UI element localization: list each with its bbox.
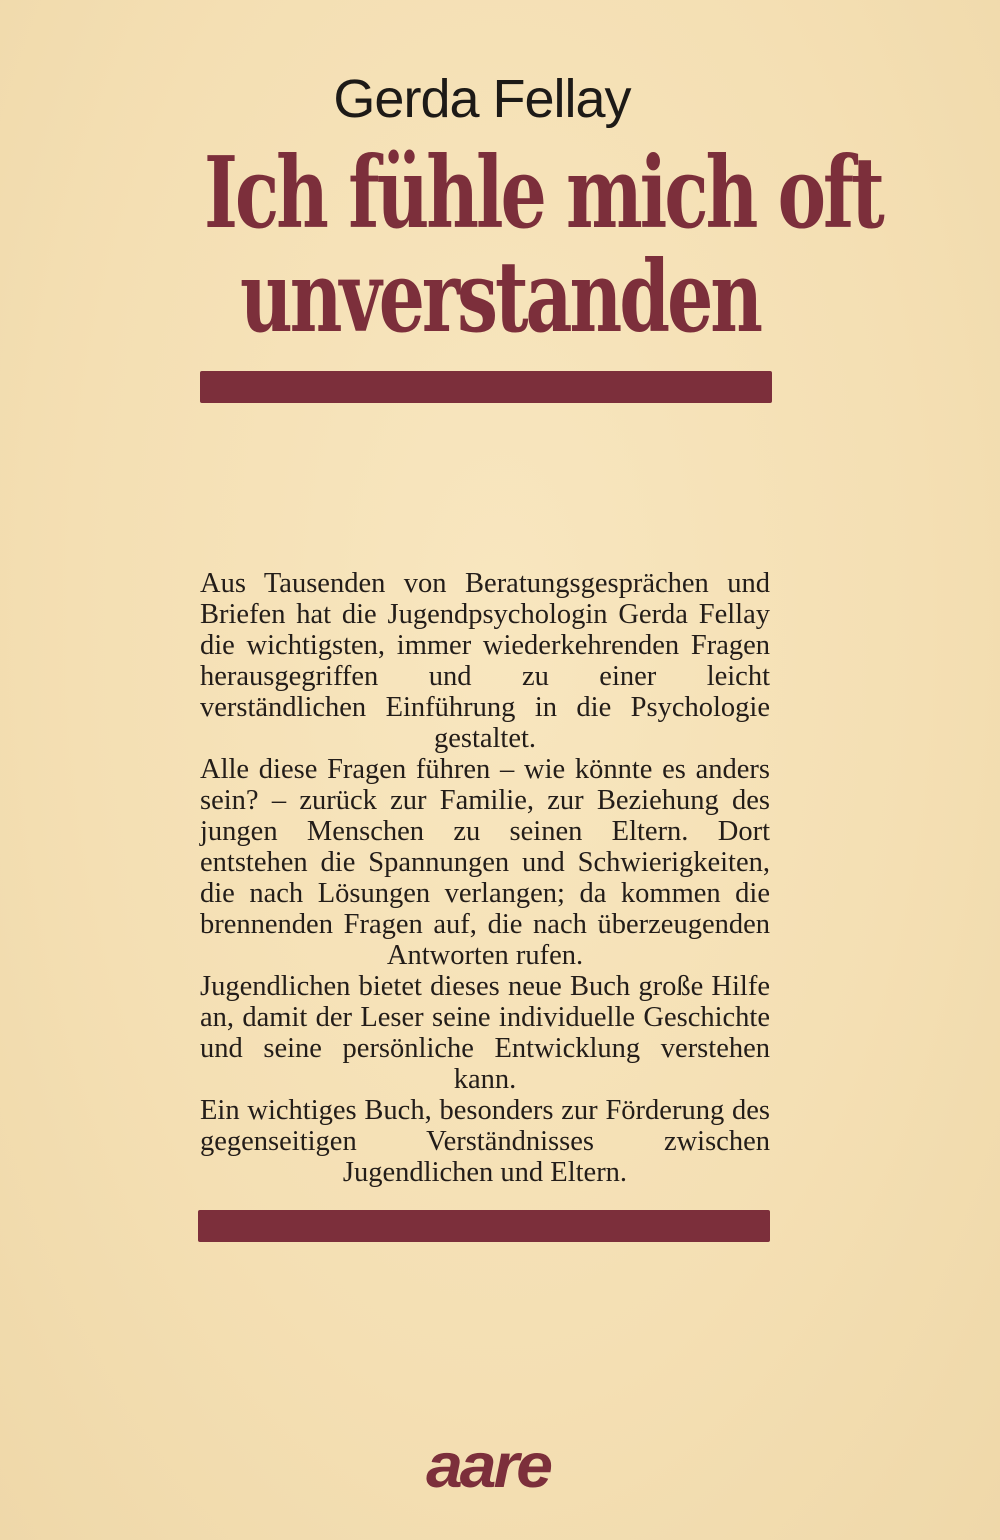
title-line-1: Ich fühle mich oft bbox=[204, 136, 882, 251]
blurb-paragraph-4: Ein wichtiges Buch, besonders zur Förderung des gegenseitigen Verständnisses zwischen Jugendlichen und Eltern. bbox=[200, 1095, 770, 1188]
blurb-paragraph-3: Jugendlichen bietet dieses neue Buch große Hilfe an, damit der Leser seine individuelle Geschichte und seine persönliche Entwicklung verstehen kann. bbox=[200, 971, 770, 1095]
title-line-2: unverstanden bbox=[239, 240, 761, 355]
blurb-paragraph-2: Alle diese Fragen führen – wie könnte es anders sein? – zurück zur Familie, zur Beziehung des jungen Menschen zu seinen Eltern. Dort entstehen die Spannungen und Schwierigkeiten, die nach Lösungen verlangen; da kommen die brennenden Fragen auf, die nach überzeugenden Antworten rufen. bbox=[200, 754, 770, 971]
blurb-paragraph-1: Aus Tausenden von Beratungsgesprächen und Briefen hat die Jugendpsychologin Gerda Fellay die wichtigsten, immer wiederkehrenden Fragen herausgegriffen und zu einer leicht verständlichen Einführung in die Psychologie gestaltet. bbox=[200, 568, 770, 754]
book-title bbox=[204, 136, 882, 355]
author-name: Gerda Fellay bbox=[333, 69, 631, 129]
bottom-divider-bar bbox=[198, 1210, 770, 1242]
blurb-text bbox=[200, 568, 770, 1188]
top-divider-bar bbox=[200, 371, 772, 403]
publisher-logo: aare bbox=[426, 1429, 550, 1501]
